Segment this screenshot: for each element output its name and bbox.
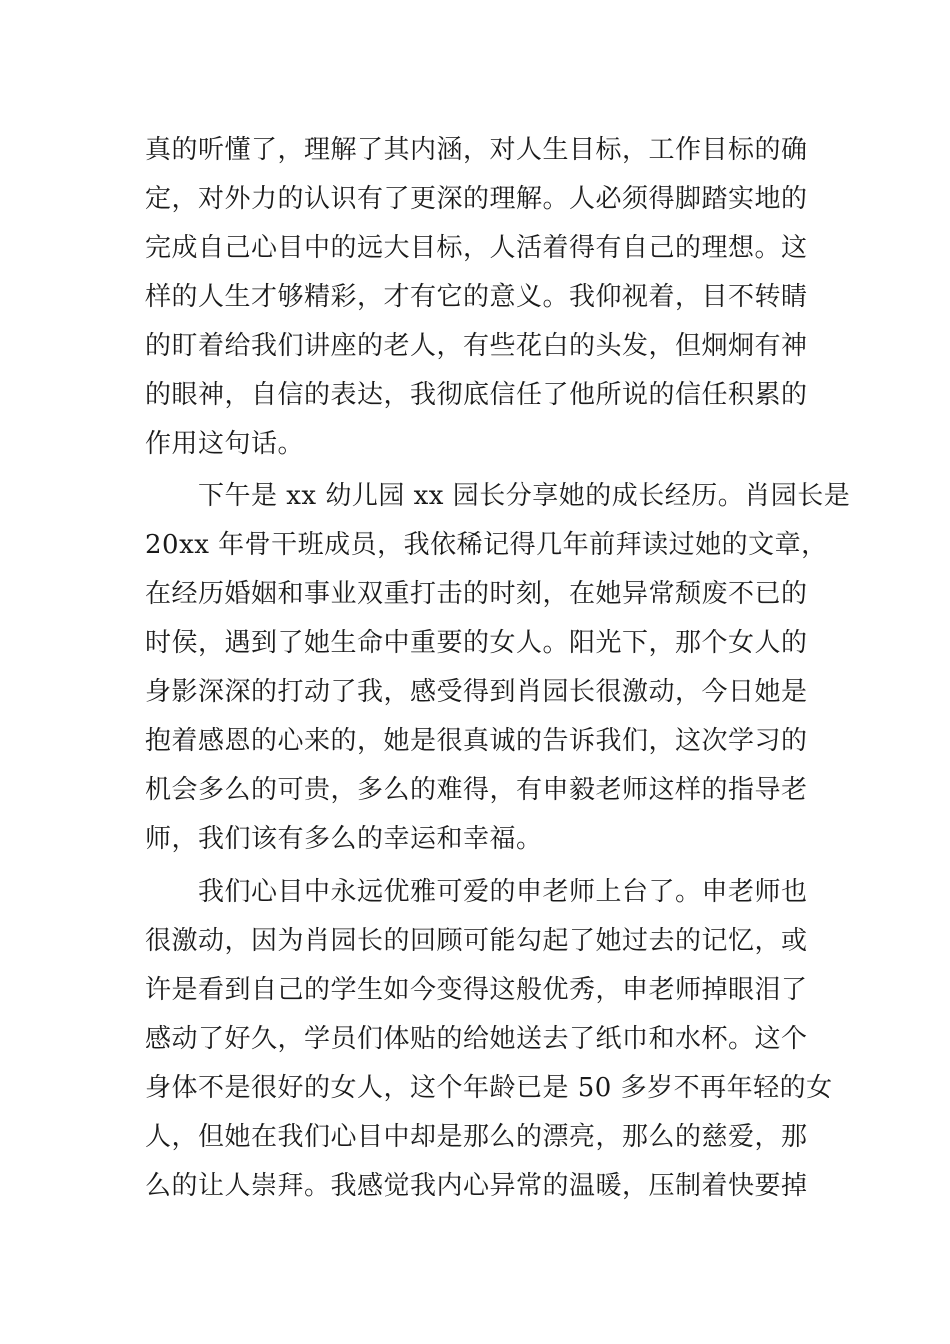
text-line: 在经历婚姻和事业双重打击的时刻，在她异常颓废不已的	[145, 579, 808, 609]
text-line: 感动了好久，学员们体贴的给她送去了纸巾和水杯。这个	[145, 1024, 808, 1054]
text-line: 完成自己心目中的远大目标，人活着得有自己的理想。这	[145, 233, 808, 263]
text-line: 样的人生才够精彩，才有它的意义。我仰视着，目不转睛	[145, 282, 808, 312]
text-line: 机会多么的可贵，多么的难得，有申毅老师这样的指导老	[145, 775, 808, 805]
text-line: 身体不是很好的女人，这个年龄已是 50 多岁不再年轻的女	[145, 1073, 833, 1103]
text-line: 身影深深的打动了我，感受得到肖园长很激动，今日她是	[145, 677, 808, 707]
text-line: 下午是 xx 幼儿园 xx 园长分享她的成长经历。肖园长是	[145, 481, 851, 511]
text-line: 时侯，遇到了她生命中重要的女人。阳光下，那个女人的	[145, 628, 808, 658]
text-line: 作用这句话。	[145, 429, 305, 459]
text-line: 的眼神，自信的表达，我彻底信任了他所说的信任积累的	[145, 380, 808, 410]
text-line: 我们心目中永远优雅可爱的申老师上台了。申老师也	[145, 877, 808, 907]
text-line: 真的听懂了，理解了其内涵，对人生目标，工作目标的确	[145, 135, 808, 165]
text-line: 么的让人崇拜。我感觉我内心异常的温暖，压制着快要掉	[145, 1171, 808, 1201]
text-line: 的盯着给我们讲座的老人，有些花白的头发，但炯炯有神	[145, 331, 808, 361]
text-line: 人，但她在我们心目中却是那么的漂亮，那么的慈爱，那	[145, 1122, 808, 1152]
text-line: 20xx 年骨干班成员，我依稀记得几年前拜读过她的文章，	[145, 530, 828, 560]
text-line: 很激动，因为肖园长的回顾可能勾起了她过去的记忆，或	[145, 926, 808, 956]
text-line: 定，对外力的认识有了更深的理解。人必须得脚踏实地的	[145, 184, 808, 214]
text-line: 师，我们该有多么的幸运和幸福。	[145, 824, 543, 854]
text-line: 许是看到自己的学生如今变得这般优秀，申老师掉眼泪了	[145, 975, 808, 1005]
text-line: 抱着感恩的心来的，她是很真诚的告诉我们，这次学习的	[145, 726, 808, 756]
